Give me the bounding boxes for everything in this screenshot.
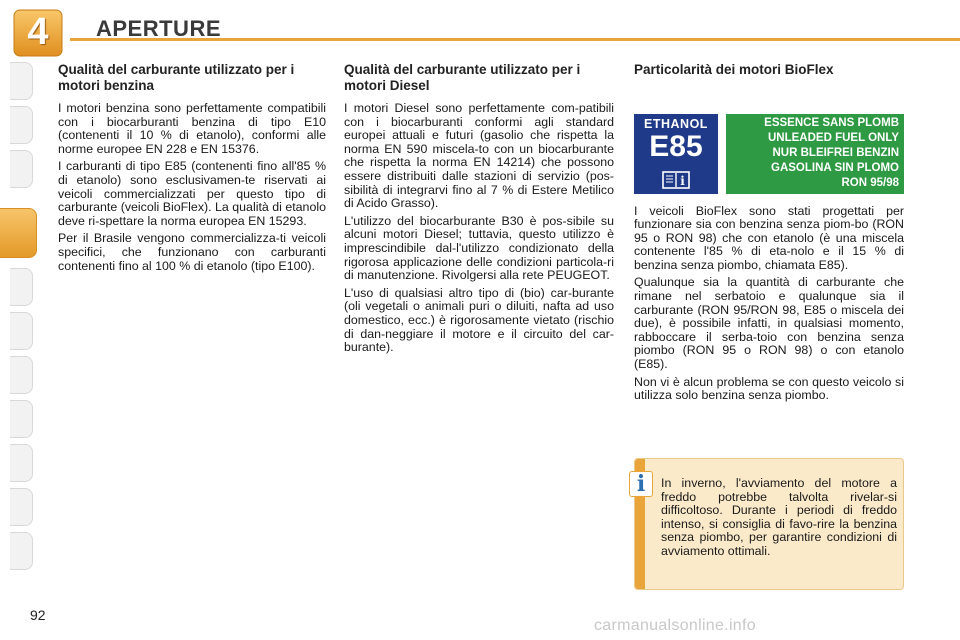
chapter-tab[interactable]	[10, 356, 33, 394]
paragraph: I motori Diesel sono perfettamente com-patibili con i biocarburanti conformi agli standard europei attuali e futuri (gasolio che rispetta la norma EN 590 miscela-to con un biocarburante che rispetta la norma EN 14214) che possono essere distribuiti dalle stazioni di servizio (pos-sibilità di integrarvi fino al 7 % di Estere Metilico di Acido Grasso).	[344, 101, 614, 211]
section-title: Particolarità dei motori BioFlex	[634, 62, 834, 77]
section-title: Qualità del carburante utilizzato per i motori Diesel	[344, 62, 581, 93]
section-diesel	[344, 62, 614, 359]
chapter-tab[interactable]	[10, 268, 33, 306]
chapter-tab[interactable]	[10, 444, 33, 482]
ethanol-label	[634, 114, 718, 194]
chapter-tab[interactable]	[10, 312, 33, 350]
chapter-tab[interactable]	[10, 150, 33, 188]
chapter-tab[interactable]	[10, 488, 33, 526]
unleaded-line: GASOLINA SIN PLOMO	[771, 162, 899, 175]
ethanol-text: ETHANOL	[644, 116, 708, 131]
unleaded-line: RON 95/98	[841, 177, 899, 190]
info-text: In inverno, l'avviamento del motore a freddo potrebbe talvolta rivelar-si difficoltoso. Durante i periodi di freddo intenso, si consiglia di favo-rire la benzina senza piombo, per garantire condizioni di avviamento ottimali.	[661, 476, 897, 558]
paragraph: L'uso di qualsiasi altro tipo di (bio) car-burante (oli vegetali o animali puri o diluiti, nafta ad uso domestico, ecc.) è rigorosamente vietato (rischio di dan-neggiare il motore e il circuito del car-burante).	[344, 285, 614, 355]
chapter-tabs	[0, 62, 38, 582]
paragraph: I carburanti di tipo E85 (contenenti fino all'85 % di etanolo) sono esclusivamen-te riservati ai veicoli commercializzati per questo tipo di carburante (veicoli BioFlex). La qualità di etanolo deve ri-spettare la norma europea EN 15293.	[58, 159, 326, 228]
paragraph: Non vi è alcun problema se con questo veicolo si utilizza solo benzina senza piombo.	[634, 374, 904, 403]
info-icon: i	[629, 471, 653, 497]
unleaded-line: ESSENCE SANS PLOMB	[764, 116, 899, 129]
e85-text: E85	[649, 129, 703, 163]
page-title: APERTURE	[96, 16, 222, 41]
chapter-tab-active[interactable]	[0, 208, 37, 258]
svg-text:i: i	[680, 173, 685, 188]
page-header	[0, 0, 960, 53]
section-title: Qualità del carburante utilizzato per i motori benzina	[58, 62, 295, 93]
paragraph: L'utilizzo del biocarburante B30 è pos-sibile su alcuni motori Diesel; tuttavia, questo utilizzo è imprescindibile dal-l'utilizzo condizionato della rigorosa applicazione delle condizioni particola-ri di manutenzione. Rivolgersi alla rete PEUGEOT.	[344, 213, 614, 283]
chapter-tab[interactable]	[10, 532, 33, 570]
chapter-number: 4	[27, 11, 49, 53]
page-number: 92	[30, 607, 46, 623]
chapter-tab[interactable]	[10, 400, 33, 438]
paragraph: Per il Brasile vengono commercializza-ti veicoli specifici, che funzionano con carburanti contenenti fino al 100 % di etanolo (tipo E100).	[58, 231, 326, 273]
fuel-labels-image	[634, 114, 904, 194]
info-note	[634, 458, 904, 590]
section-bioflex	[634, 62, 904, 407]
watermark: carmanualsonline.info	[594, 617, 756, 634]
section-petrol	[58, 62, 326, 277]
chapter-tab[interactable]	[10, 106, 33, 144]
manual-book-icon	[662, 171, 690, 189]
unleaded-fuel-label	[726, 114, 904, 194]
unleaded-line: NUR BLEIFREI BENZIN	[772, 146, 899, 159]
paragraph: I veicoli BioFlex sono stati progettati per funzionare sia con benzina senza piom-bo (RON 95 o RON 98) che con etanolo (è una miscela contenente l'85 % di eta-nolo e il 15 % di benzina senza piombo, chiamata E85).	[634, 203, 904, 272]
paragraph: I motori benzina sono perfettamente compatibili con i biocarburanti benzina di tipo E10 (contenenti il 10 % di etanolo), conformi alle norme europee EN 228 e EN 15376.	[58, 101, 326, 156]
unleaded-line: UNLEADED FUEL ONLY	[768, 131, 899, 144]
chapter-tab[interactable]	[10, 62, 33, 100]
paragraph: Qualunque sia la quantità di carburante che rimane nel serbatoio e qualunque sia il carburante (RON 95/RON 98, E85 o miscela dei due), è possibile infatti, in qualsiasi momento, rabboccare il serba-toio con benzina senza piombo (RON 95 o RON 98) o con etanolo (E85).	[634, 275, 904, 372]
